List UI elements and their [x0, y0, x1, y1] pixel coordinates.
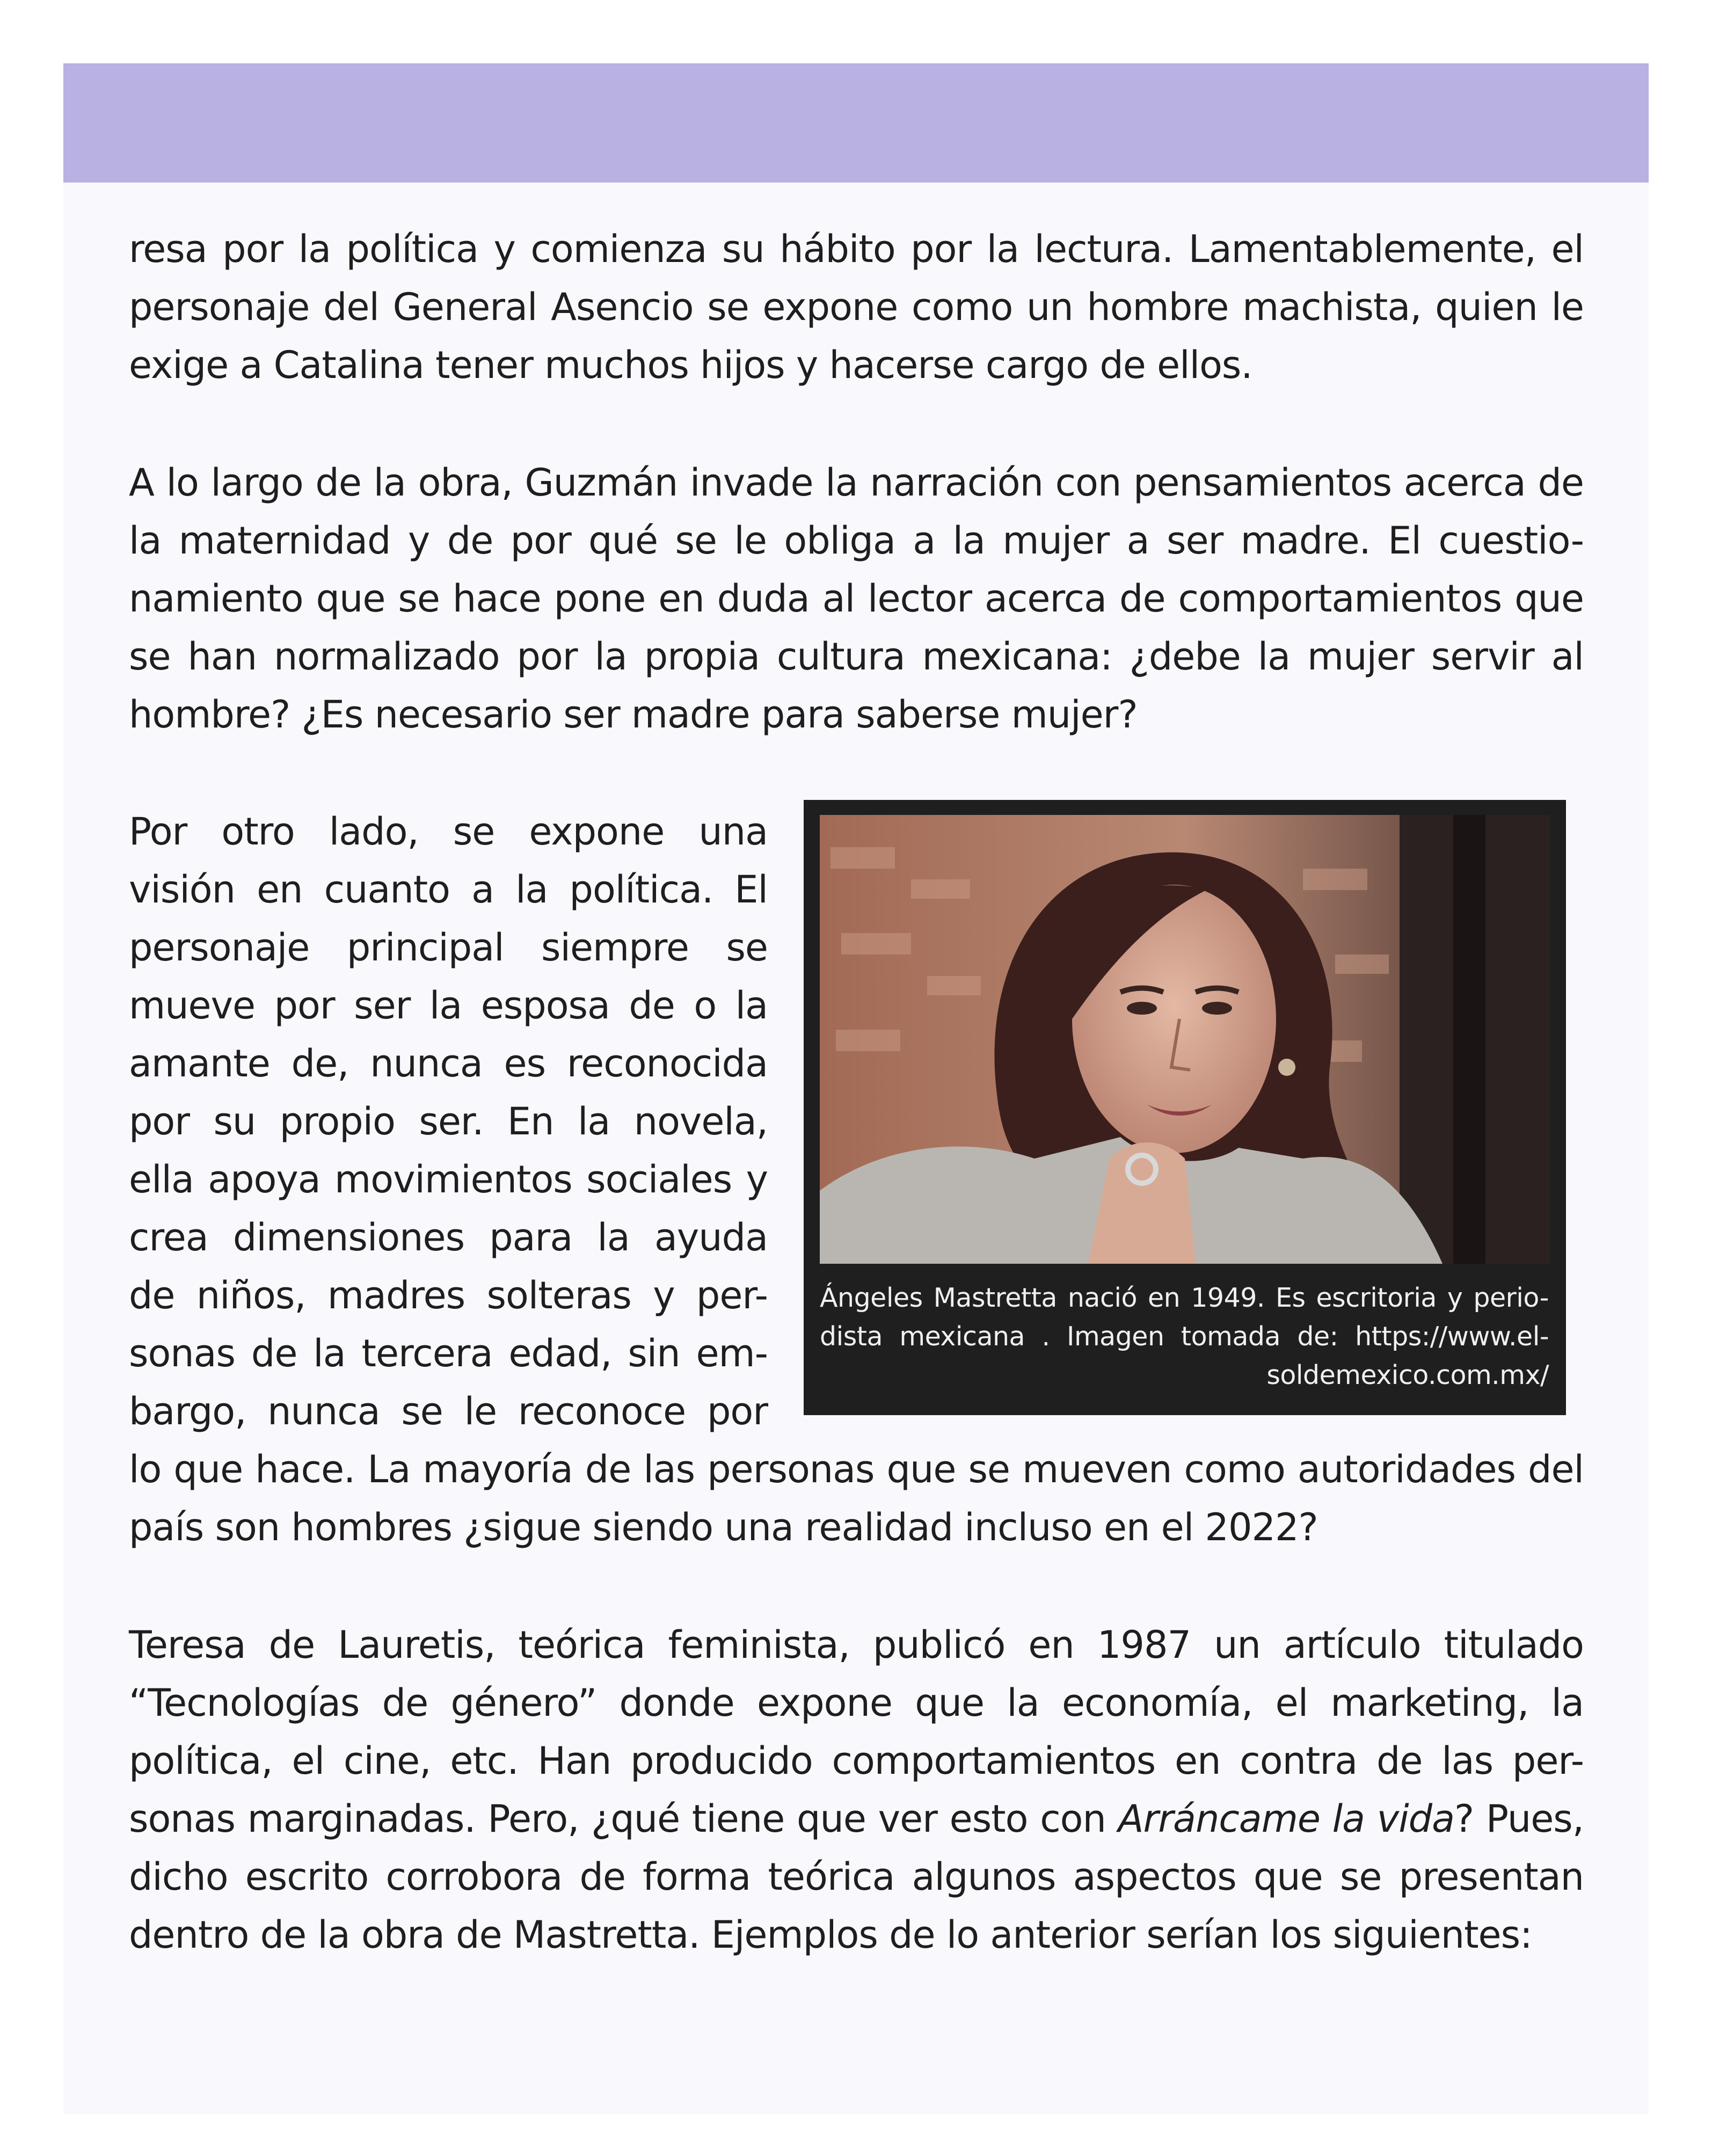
photo-caption: Ángeles Mastretta nació en 1949. Es escritoria y perio- dista mexicana . Imagen tomada de: https://www.el- soldemexico.com.mx/ [820, 1283, 1549, 1390]
book-title: Arráncame la vida [1118, 1797, 1454, 1841]
paragraph-3-wrapped: Por otro lado, se expone una visión en cuanto a la política. El personaje principal siempre se mueve por ser la esposa de o la amante de, nunca es reconocida por su propio ser. En la novela, ella apoya movimientos sociales y crea dimensiones para la ayuda de niños, madres solteras y per- sonas de la tercera edad, sin em- bargo, nunca se le reconoce por [129, 810, 768, 1433]
paragraph-1: resa por la política y comienza su hábito por la lectura. Lamentablemente, el personaje del General Asencio se expone como un hombre machista, quien le exige a Catalina tener muchos hijos y hacerse cargo de ellos. [129, 227, 1584, 387]
paragraph-3-continued: lo que hace. La mayoría de las personas que se mueven como autoridades del país son hombres ¿sigue siendo una realidad incluso en el 2022? [129, 1447, 1584, 1549]
paragraph-2: A lo largo de la obra, Guzmán invade la narración con pensamientos acerca de la maternidad y de por qué se le obliga a la mujer a ser madre. El cuestio- namiento que se hace pone en duda al lector acerca de comportamientos que se han normalizado por la propia cultura mexicana: ¿debe la mujer servir al hombre? ¿Es necesario ser madre para saberse mujer? [129, 461, 1584, 737]
paragraph-4-part-1: Teresa de Lauretis, teórica feminista, publicó en 1987 un artículo titulado “Tecnologías de género” donde expone que la economía, el marketing, la política, el cine, etc. Han producido comportamientos en contra de las per- sonas marginadas. Pero, ¿qué tiene que ver esto con [129, 1623, 1584, 1841]
paragraph-4-part-2: ? Pues, dicho escrito corrobora de forma teórica algunos aspectos que se presentan dentro de la obra de Mastretta. Ejemplos de lo anterior serían los siguientes: [129, 1797, 1584, 1957]
header-band [63, 63, 1649, 183]
author-photo-figure [804, 800, 1566, 1415]
author-portrait-image [820, 815, 1550, 1264]
paragraph-4 [129, 1616, 1584, 1964]
